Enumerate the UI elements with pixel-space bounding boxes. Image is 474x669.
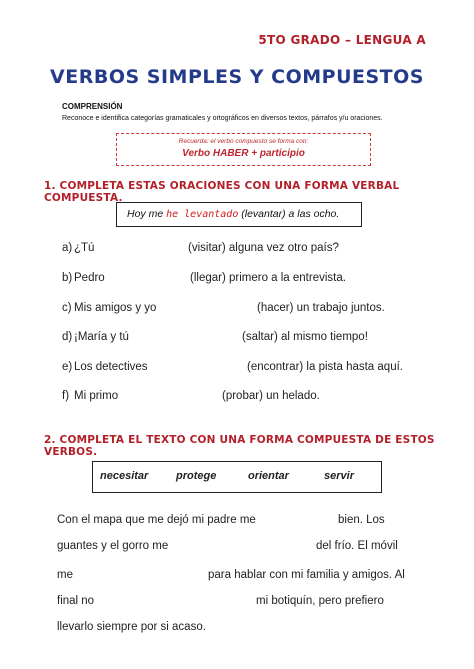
reminder-line-1: Recuerda: el verbo compuesto se forma con:	[178, 138, 309, 145]
item-subject: ¡María y tú	[74, 331, 129, 343]
text-line-4-right: mi botiquín, pero prefiero	[256, 595, 384, 607]
text-line-5-left: llevarlo siempre por si acaso.	[57, 621, 206, 633]
item-subject: ¿Tú	[74, 242, 95, 254]
item-label: a)	[62, 242, 73, 254]
grade-label: 5TO GRADO – LENGUA A	[258, 33, 426, 47]
example-before: Hoy me	[127, 208, 167, 220]
item-label: c)	[62, 302, 72, 314]
text-line-2-right: del frío. El móvil	[316, 540, 398, 552]
item-rest: (hacer) un trabajo juntos.	[257, 302, 385, 314]
text-line-1-left: Con el mapa que me dejó mi padre me	[57, 514, 256, 526]
comprehension-text: Reconoce e identifica categorías gramaticales y ortográficos en diversos textos, párrafos y/u oraciones.	[62, 115, 383, 122]
page-title: VERBOS SIMPLES Y COMPUESTOS	[50, 66, 424, 88]
item-subject: Mis amigos y yo	[74, 302, 157, 314]
text-line-3-right: para hablar con mi familia y amigos. Al	[208, 569, 405, 581]
reminder-box	[116, 133, 371, 166]
example-highlight: he levantado	[166, 209, 239, 220]
item-subject: Pedro	[74, 272, 105, 284]
item-subject: Mi primo	[74, 390, 119, 402]
verb-bank-word: protege	[176, 470, 217, 482]
text-line-1-right: bien. Los	[338, 514, 385, 526]
text-line-3-left: me	[57, 569, 73, 581]
comprehension-heading: COMPRENSIÓN	[62, 102, 123, 111]
verb-bank-word: servir	[324, 470, 354, 482]
item-label: e)	[62, 361, 73, 373]
example-box	[116, 202, 362, 227]
item-rest: (llegar) primero a la entrevista.	[190, 272, 346, 284]
section-1-heading: 1. COMPLETA ESTAS ORACIONES CON UNA FORMA VERBAL COMPUESTA.	[44, 180, 400, 204]
item-rest: (visitar) alguna vez otro país?	[188, 242, 339, 254]
item-label: f)	[62, 390, 70, 402]
item-rest: (probar) un helado.	[222, 390, 320, 402]
item-label: b)	[62, 272, 73, 284]
verb-bank	[92, 461, 382, 493]
item-rest: (encontrar) la pista hasta aquí.	[247, 361, 403, 373]
text-line-2-left: guantes y el gorro me	[57, 540, 169, 552]
verb-bank-word: necesitar	[100, 470, 149, 482]
text-line-4-left: final no	[57, 595, 95, 607]
item-subject: Los detectives	[74, 361, 148, 373]
item-rest: (saltar) al mismo tiempo!	[242, 331, 368, 343]
section-2-heading: 2. COMPLETA EL TEXTO CON UNA FORMA COMPUESTA DE ESTOS VERBOS.	[44, 434, 435, 458]
example-after: (levantar) a las ocho.	[238, 208, 340, 220]
item-label: d)	[62, 331, 73, 343]
verb-bank-word: orientar	[248, 470, 289, 482]
reminder-line-2: Verbo HABER + participio	[182, 148, 305, 159]
